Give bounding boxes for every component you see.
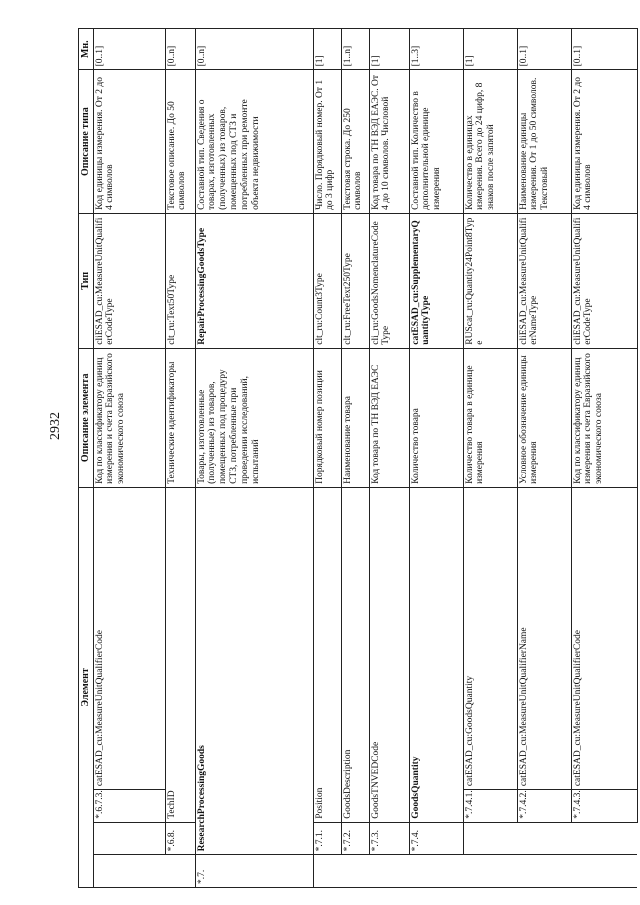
row-number: *.7.4.3. [571,790,637,823]
element-name: TechID [165,487,195,822]
multiplicity: [0..1] [571,29,637,70]
table-row [165,29,195,888]
element-type: clt_ru:Count3Type [313,213,341,348]
element-type: cliESAD_cu:MeasureUnitQualifierNameType [517,213,571,348]
multiplicity: [0..1] [93,29,165,70]
element-description: Код товара по ТН ВЭД ЕАЭС [369,348,409,487]
indent-cell [571,855,637,888]
element-description: Количество товара в единице измерения [463,348,517,487]
page-number: 2932 [48,412,63,440]
indent-cell [463,855,517,888]
document-table-container [78,28,605,888]
table-header-row [79,29,94,888]
element-type: catESAD_cu:SupplementaryQuantityType [409,213,463,348]
indent-cell [165,855,195,888]
type-description: Код единицы измерения. От 2 до 4 символов [571,70,637,214]
table-row [517,29,571,888]
row-number: *.7.4.1. [463,790,517,823]
table-row [195,29,313,888]
multiplicity: [1..n] [341,29,369,70]
element-type: cliESAD_cu:MeasureUnitQualifierCodeType [93,213,165,348]
element-table [78,28,638,888]
table-row [571,29,637,888]
element-description: Код по классификатору единиц измерения и счета Евразийского экономического союза [93,348,165,487]
multiplicity: [0..n] [195,29,313,70]
row-number: *.7.4. [409,822,463,855]
table-row [369,29,409,888]
table-row [463,29,517,888]
row-number: *.6.7.3. [93,790,165,823]
multiplicity: [1] [369,29,409,70]
header-description: Описание элемента [79,348,94,487]
element-description: Количество товара [409,348,463,487]
type-description: Текстовое описание. До 50 символов [165,70,195,214]
element-type: RepairProcessingGoodsType [195,213,313,348]
element-description: Товары, изготовленные (полученные) из товаров, помещенных под процедуру СТЗ, потребленные при проведении исследований, испытаний [195,348,313,487]
element-description: Технические идентификаторы [165,348,195,487]
element-name: ResearchProcessingGoods [195,487,313,854]
element-type: cli_ru:GoodsNomenclatureCodeType [369,213,409,348]
row-number: *.7.1. [313,822,341,855]
type-description: Текстовая строка. До 250 символов [341,70,369,214]
table-row [409,29,463,888]
type-description: Составной тип. Сведения о товарах, изготовленных (полученных) из товаров, помещенных под СТЗ и потребленных при ремонте объекта недвижимости [195,70,313,214]
type-description: Код единицы измерения. От 2 до 4 символов [93,70,165,214]
element-type: RUScat_ru:Quantity24Point8Type [463,213,517,348]
row-number: *.6.8. [165,822,195,855]
indent-cell [341,855,369,888]
element-name: GoodsTNVEDCode [369,487,409,822]
table-row [341,29,369,888]
indent-cell [369,855,409,888]
row-number: *.7. [195,855,313,888]
indent-cell [571,822,637,855]
multiplicity: [1..3] [409,29,463,70]
element-name: GoodsQuantity [409,487,463,822]
type-description: Наименование единицы измерения. От 1 до 50 символов. Текстовый [517,70,571,214]
indent-cell [463,822,517,855]
element-name: GoodsDescription [341,487,369,822]
element-type: clt_ru:FreeText250Type [341,213,369,348]
header-multiplicity: Мн. [79,29,94,70]
indent-cell [313,855,341,888]
type-description: Код товара по ТН ВЭД ЕАЭС. От 4 до 10 символов. Числовой [369,70,409,214]
indent-cell [517,822,571,855]
multiplicity: [0..1] [517,29,571,70]
multiplicity: [0..n] [165,29,195,70]
table-row [313,29,341,888]
element-description: Порядковый номер позиции [313,348,341,487]
element-type: clt_ru:Text50Type [165,213,195,348]
multiplicity: [1] [313,29,341,70]
element-name: catESAD_cu:MeasureUnitQualifierCode [93,487,165,789]
row-number: *.7.3. [369,822,409,855]
type-description: Число. Порядковый номер. От 1 до 3 цифр [313,70,341,214]
header-type-description: Описание типа [79,70,94,214]
element-name: Position [313,487,341,822]
element-description: Условное обозначение единицы измерения [517,348,571,487]
multiplicity: [1] [463,29,517,70]
indent-cell [93,822,165,855]
type-description: Составной тип. Количество в дополнительной единице измерения [409,70,463,214]
element-name: catESAD_cu:GoodsQuantity [463,487,517,789]
table-row [93,29,165,888]
row-number: *.7.2. [341,822,369,855]
element-name: catESAD_cu:MeasureUnitQualifierCode [571,487,637,789]
indent-cell [409,855,463,888]
element-type: cliESAD_cu:MeasureUnitQualifierCodeType [571,213,637,348]
header-element: Элемент [79,487,94,887]
indent-cell [93,855,165,888]
element-name: catESAD_cu:MeasureUnitQualifierName [517,487,571,789]
header-type: Тип [79,213,94,348]
element-description: Код по классификатору единиц измерения и счета Евразийского экономического союза [571,348,637,487]
indent-cell [517,855,571,888]
type-description: Количество в единицах измерения. Всего до 24 цифр, 8 знаков после запятой [463,70,517,214]
element-description: Наименование товара [341,348,369,487]
row-number: *.7.4.2. [517,790,571,823]
